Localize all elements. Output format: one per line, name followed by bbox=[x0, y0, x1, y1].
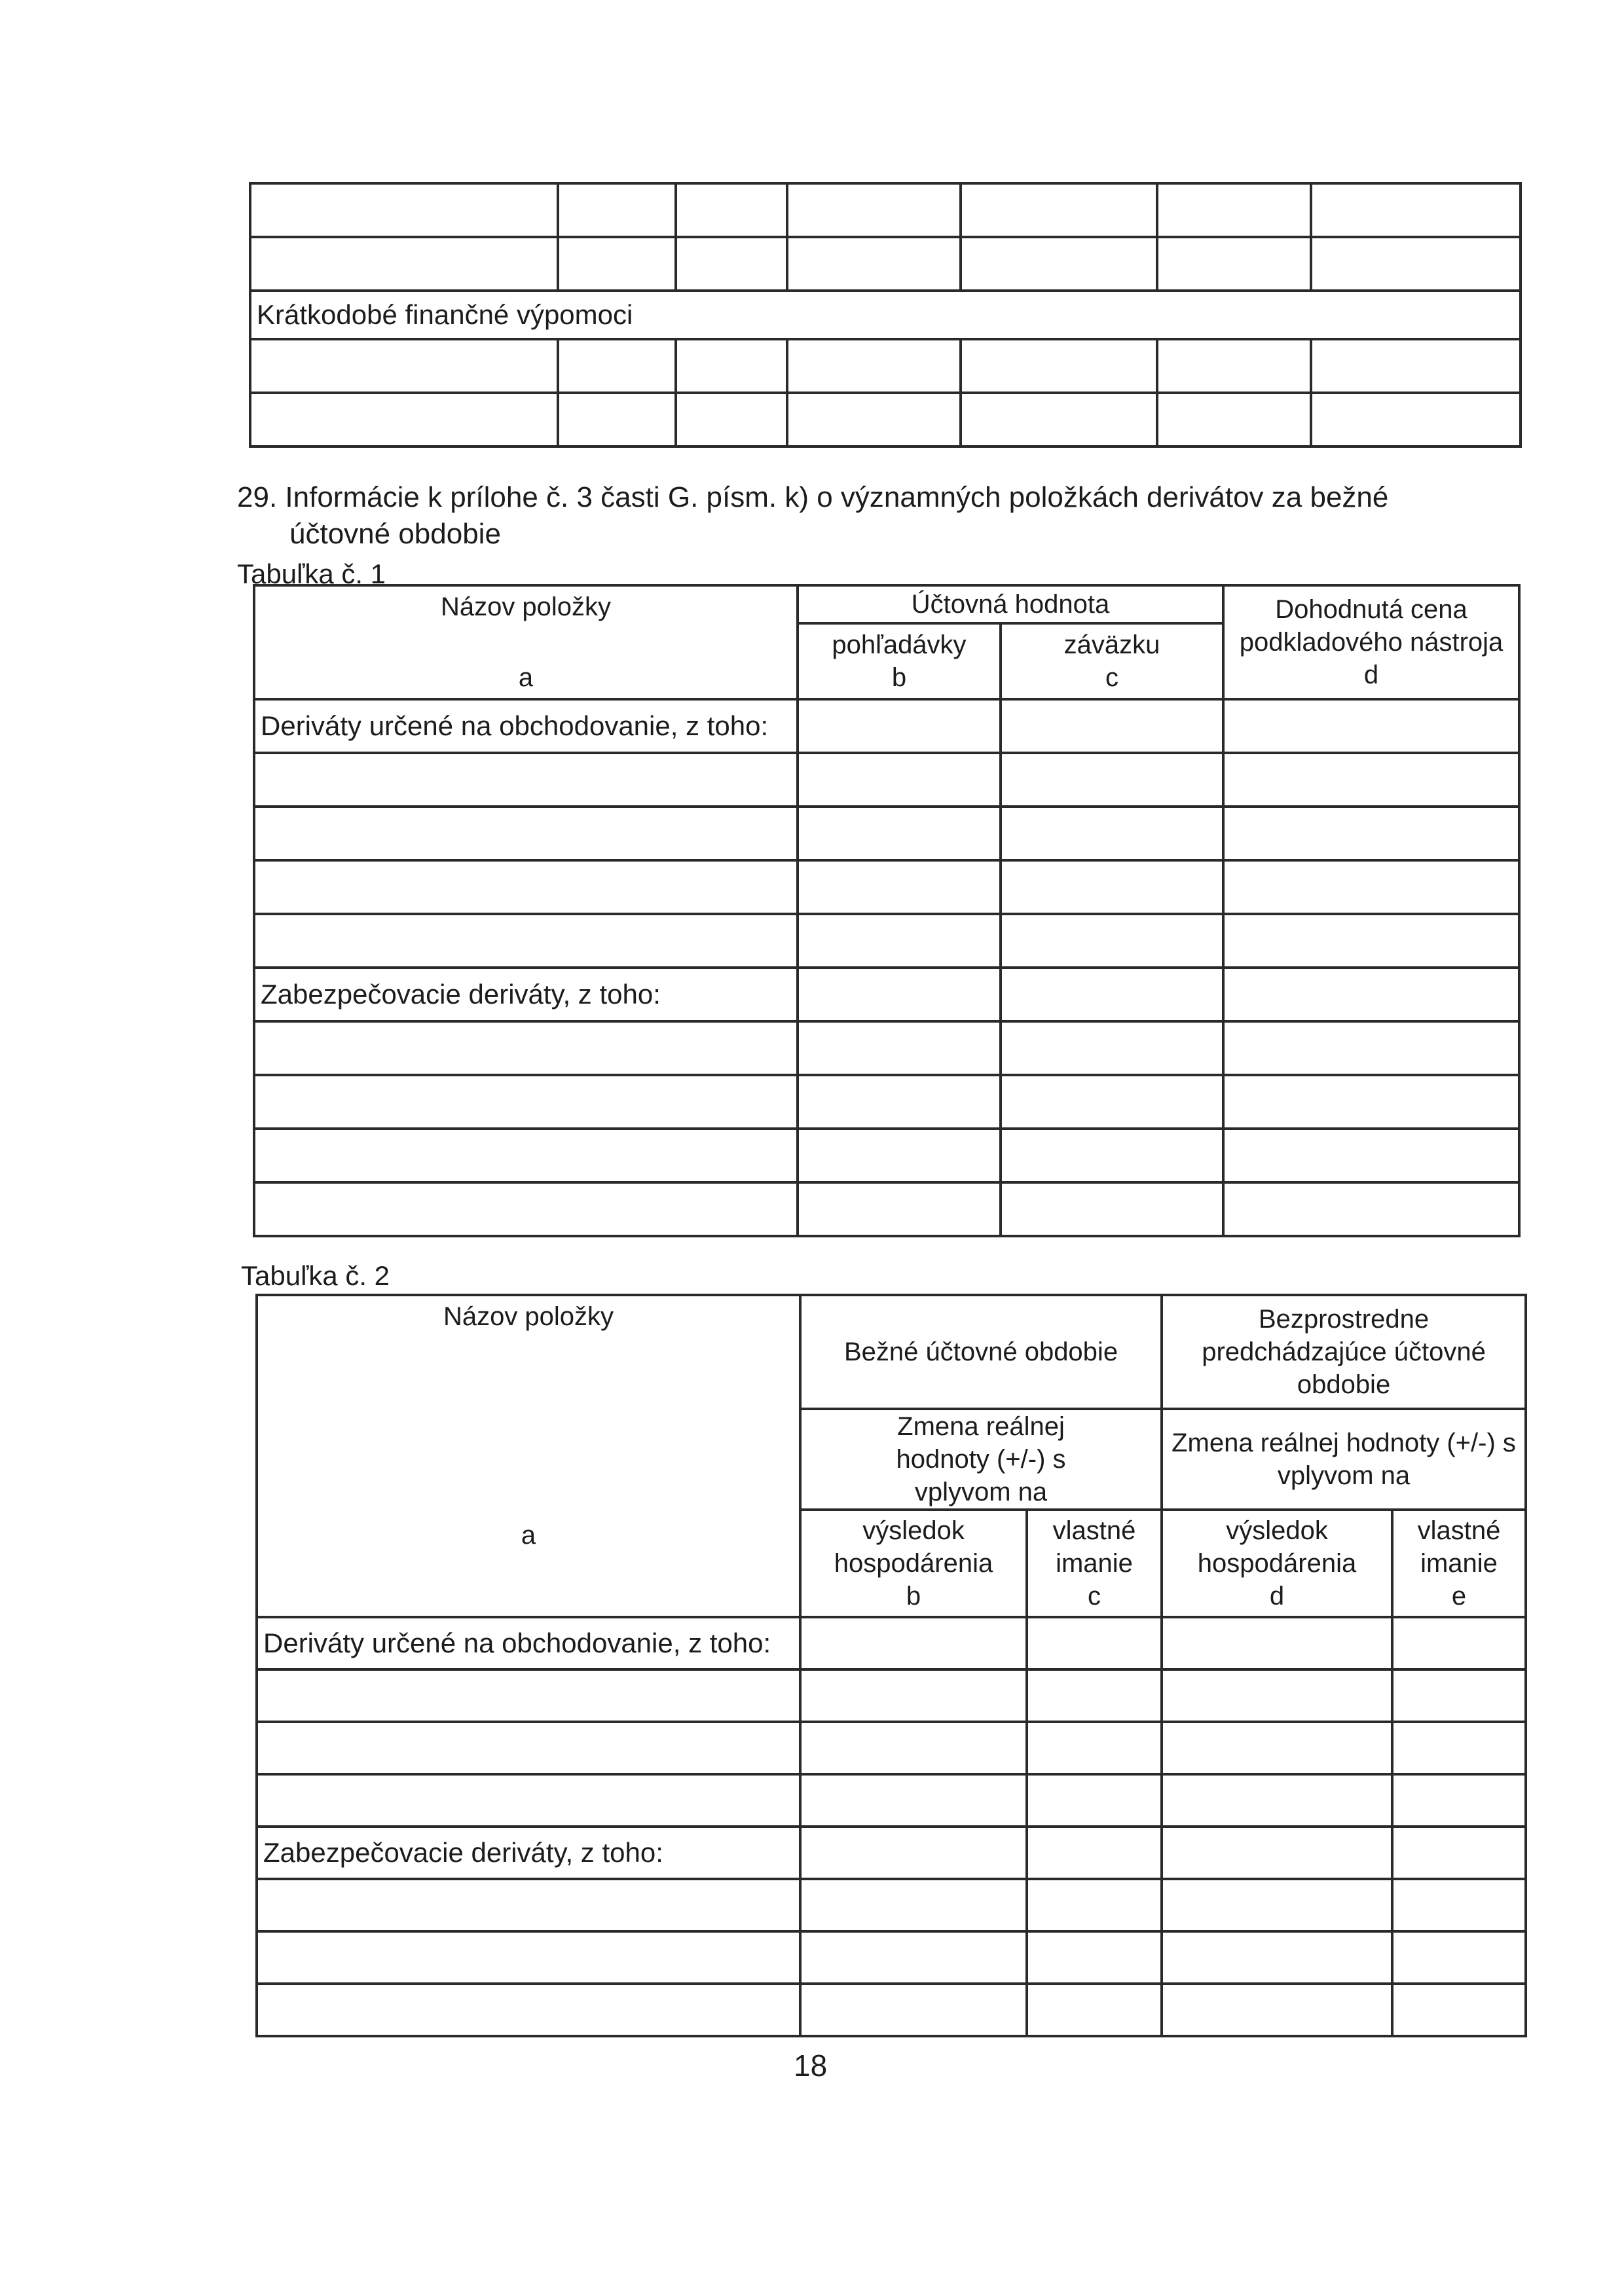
t2-row-hedging: Zabezpečovacie deriváty, z toho: bbox=[257, 1827, 800, 1879]
table1 bbox=[253, 584, 1521, 1237]
table2-header-row bbox=[257, 1295, 1526, 1409]
t1-col-liabilities-cell bbox=[1001, 623, 1223, 699]
table-row bbox=[254, 1182, 1519, 1236]
t2-col-equity-prev-letter: e bbox=[1451, 1582, 1467, 1611]
table-row bbox=[250, 237, 1521, 291]
t1-col-receivables: pohľadávky bbox=[832, 630, 967, 659]
table2-label: Tabuľka č. 2 bbox=[241, 1260, 390, 1291]
table-row bbox=[250, 291, 1521, 339]
t1-row-hedging: Zabezpečovacie deriváty, z toho: bbox=[254, 968, 798, 1021]
table-row bbox=[254, 1129, 1519, 1182]
t2-col-equity-letter: c bbox=[1088, 1582, 1101, 1611]
table-row bbox=[254, 968, 1519, 1021]
t1-col-agreed-price: Dohodnutá cena podkladového nástroja bbox=[1239, 595, 1504, 657]
t1-col-agreed-price-letter: d bbox=[1363, 661, 1379, 689]
row-label-short-term-loans: Krátkodobé finančné výpomoci bbox=[250, 291, 1521, 339]
t2-col-previous-period: Bezprostredne predchádzajúce účtovné obdobie bbox=[1162, 1295, 1526, 1409]
t2-col-equity: vlastné imanie bbox=[1052, 1516, 1136, 1578]
t2-col-profit-prev: výsledok hospodárenia bbox=[1197, 1516, 1357, 1578]
table-row bbox=[250, 183, 1521, 237]
table-row bbox=[254, 807, 1519, 860]
table-row bbox=[254, 1075, 1519, 1129]
t2-col-profit-letter: b bbox=[906, 1582, 921, 1611]
section-title-line2: účtovné obdobie bbox=[289, 518, 501, 550]
t2-col-fair-value-change: Zmena reálnej hodnoty (+/-) s vplyvom na bbox=[800, 1409, 1162, 1510]
table-row bbox=[257, 1774, 1526, 1827]
t1-col-liabilities-letter: c bbox=[1105, 663, 1118, 692]
table-row bbox=[257, 1931, 1526, 1984]
table-row bbox=[250, 339, 1521, 393]
t2-col-profit-cell bbox=[800, 1510, 1027, 1617]
t1-col-receivables-cell bbox=[798, 623, 1001, 699]
section-number: 29. bbox=[237, 481, 278, 513]
t2-col-profit-prev-cell bbox=[1162, 1510, 1392, 1617]
table-row bbox=[254, 753, 1519, 807]
t2-col-name: Názov položky bbox=[443, 1302, 614, 1331]
t1-col-name-cell bbox=[254, 585, 798, 699]
table-row bbox=[254, 914, 1519, 968]
table1-label: Tabuľka č. 1 bbox=[237, 558, 386, 589]
t1-row-trading: Deriváty určené na obchodovanie, z toho: bbox=[254, 699, 798, 753]
table-row bbox=[257, 1617, 1526, 1669]
table-row bbox=[254, 699, 1519, 753]
t1-col-receivables-letter: b bbox=[891, 663, 907, 692]
t1-col-name: Názov položky bbox=[440, 592, 612, 621]
table-row bbox=[257, 1827, 1526, 1879]
t2-col-current-period: Bežné účtovné obdobie bbox=[800, 1295, 1162, 1409]
t2-col-name-cell bbox=[257, 1295, 800, 1617]
section-heading bbox=[237, 479, 1388, 553]
t2-col-profit-prev-letter: d bbox=[1269, 1582, 1285, 1611]
t2-col-profit: výsledok hospodárenia bbox=[834, 1516, 993, 1578]
t2-col-equity-prev-cell bbox=[1392, 1510, 1526, 1617]
t1-col-accounting-value: Účtovná hodnota bbox=[798, 585, 1223, 623]
top-table bbox=[249, 182, 1522, 448]
table2 bbox=[255, 1294, 1527, 2037]
table-row bbox=[254, 860, 1519, 914]
t2-col-fair-value-change-prev: Zmena reálnej hodnoty (+/-) s vplyvom na bbox=[1162, 1409, 1526, 1510]
t2-col-equity-cell bbox=[1027, 1510, 1162, 1617]
section-title-line1: Informácie k prílohe č. 3 časti G. písm. k) o významných položkách derivátov za bežné bbox=[285, 481, 1389, 513]
t1-col-liabilities: záväzku bbox=[1063, 630, 1160, 659]
table-row bbox=[257, 1669, 1526, 1722]
table-row bbox=[257, 1722, 1526, 1774]
t2-col-name-letter: a bbox=[521, 1521, 536, 1550]
table-row bbox=[250, 393, 1521, 446]
page-number: 18 bbox=[794, 2049, 828, 2083]
table1-header-row bbox=[254, 585, 1519, 623]
table-row bbox=[257, 1984, 1526, 2036]
table-row bbox=[254, 1021, 1519, 1075]
t1-col-name-letter: a bbox=[518, 663, 534, 692]
table-row bbox=[257, 1879, 1526, 1931]
t1-col-agreed-price-cell bbox=[1223, 585, 1519, 699]
t2-col-equity-prev: vlastné imanie bbox=[1417, 1516, 1501, 1578]
t2-row-trading: Deriváty určené na obchodovanie, z toho: bbox=[257, 1617, 800, 1669]
